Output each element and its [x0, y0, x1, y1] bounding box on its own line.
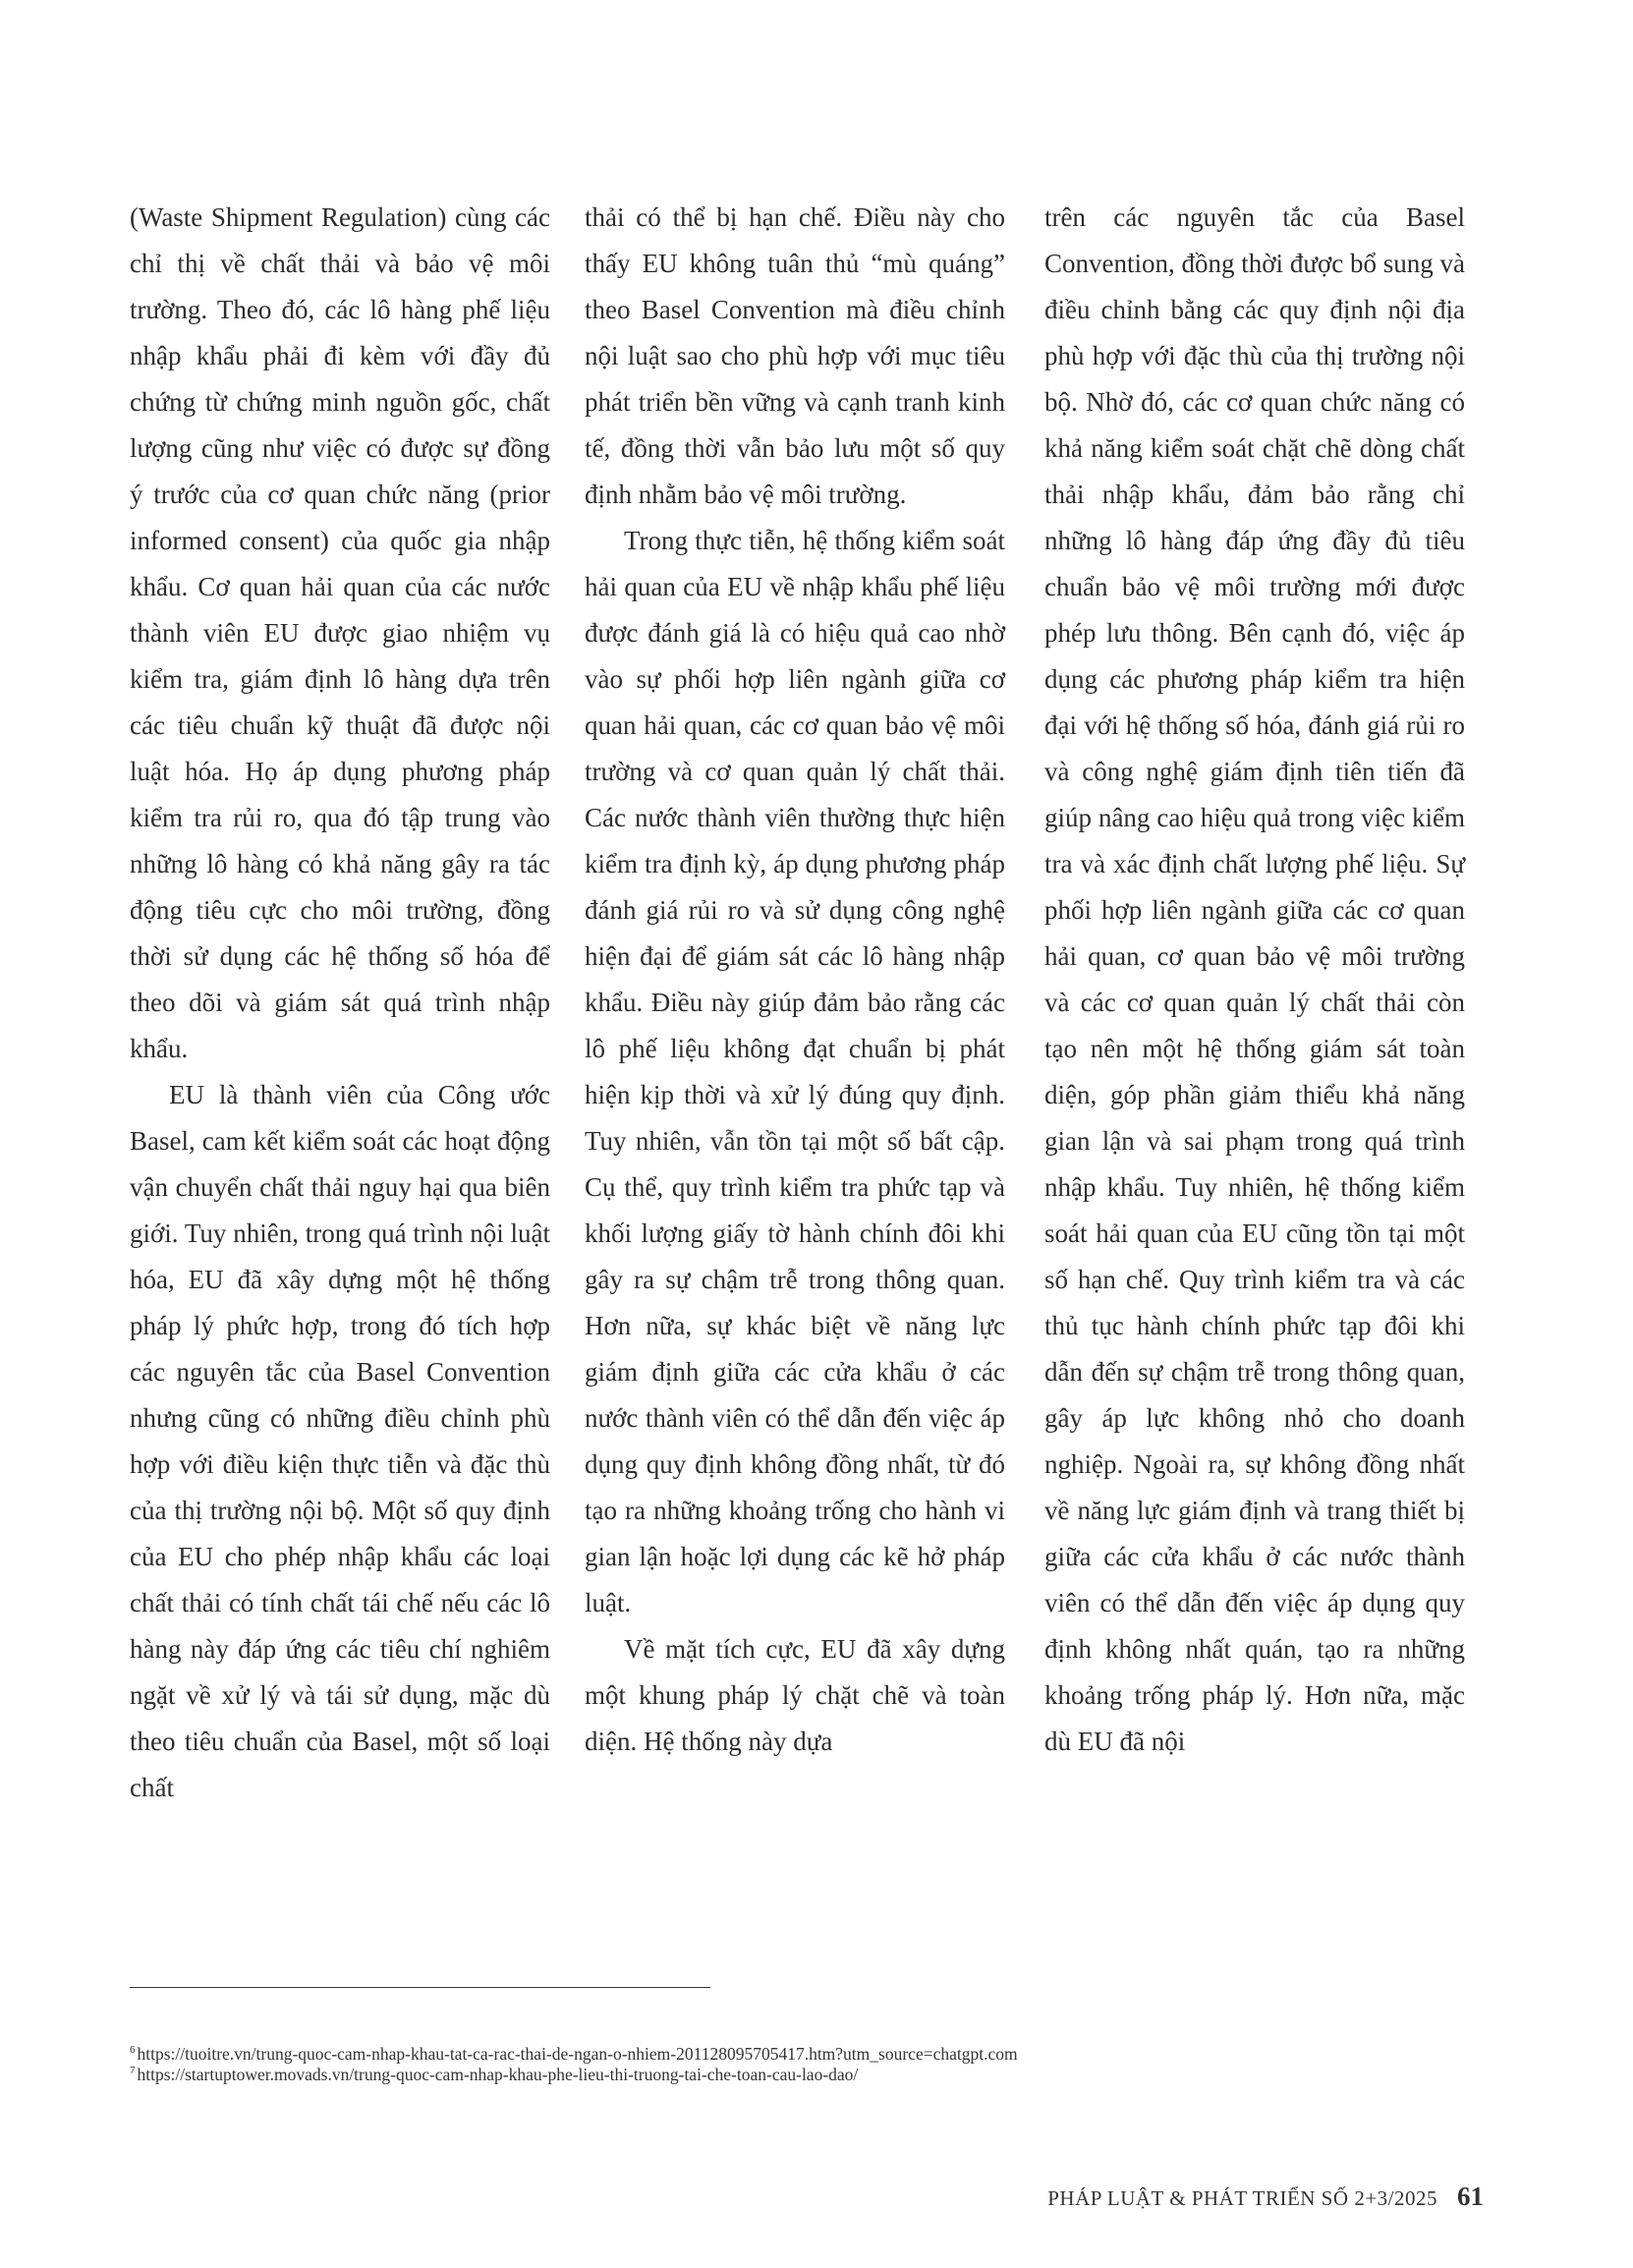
footnote-6: [130, 2044, 1505, 2065]
journal-name: PHÁP LUẬT & PHÁT TRIỂN SỐ 2+3/2025: [1047, 2186, 1437, 2210]
paragraph: (Waste Shipment Regulation) cùng các chỉ thị về chất thải và bảo vệ môi trường. Theo đó, các lô hàng phế liệu nhập khẩu phải đi kèm với đầy đủ chứng từ chứng minh nguồn gốc, chất lượng cũng như việc có được sự đồng ý trước của cơ quan chức năng (prior informed consent) của quốc gia nhập khẩu. Cơ quan hải quan của các nước thành viên EU được giao nhiệm vụ kiểm tra, giám định lô hàng dựa trên các tiêu chuẩn kỹ thuật đã được nội luật hóa. Họ áp dụng phương pháp kiểm tra rủi ro, qua đó tập trung vào những lô hàng có khả năng gây ra tác động tiêu cực cho môi trường, đồng thời sử dụng các hệ thống số hóa để theo dõi và giám sát quá trình nhập khẩu.: [130, 202, 550, 1063]
paragraph: EU là thành viên của Công ước Basel, cam kết kiểm soát các hoạt động vận chuyển chất thải nguy hại qua biên giới. Tuy nhiên, trong quá trình nội luật hóa, EU đã xây dựng một hệ thống pháp lý phức hợp, trong đó tích hợp các nguyên tắc của Basel Convention nhưng cũng có những điều chỉnh phù hợp với điều kiện thực tiễn và đặc thù của thị trường nội bộ. Một số quy định của EU cho phép nhập khẩu các loại chất thải có tính chất tái chế nếu các lô hàng này đáp ứng các tiêu chí nghiêm ngặt về xử lý và tái sử dụng, mặc dù theo tiêu chuẩn của Basel, một số loại chất: [130, 1080, 550, 1802]
footnote-divider: [130, 1987, 710, 1988]
text-column-3: [1044, 195, 1465, 1765]
text-column-1: [130, 195, 550, 1811]
footnote-7: [130, 2065, 1505, 2085]
paragraph: trên các nguyên tắc của Basel Convention, đồng thời được bổ sung và điều chỉnh bằng các quy định nội địa phù hợp với đặc thù của thị trường nội bộ. Nhờ đó, các cơ quan chức năng có khả năng kiểm soát chặt chẽ dòng chất thải nhập khẩu, đảm bảo rằng chỉ những lô hàng đáp ứng đầy đủ tiêu chuẩn bảo vệ môi trường mới được phép lưu thông. Bên cạnh đó, việc áp dụng các phương pháp kiểm tra hiện đại với hệ thống số hóa, đánh giá rủi ro và công nghệ giám định tiên tiến đã giúp nâng cao hiệu quả trong việc kiểm tra và xác định chất lượng phế liệu. Sự phối hợp liên ngành giữa các cơ quan hải quan, cơ quan bảo vệ môi trường và các cơ quan quản lý chất thải còn tạo nên một hệ thống giám sát toàn diện, góp phần giảm thiểu khả năng gian lận và sai phạm trong quá trình nhập khẩu. Tuy nhiên, hệ thống kiểm soát hải quan của EU cũng tồn tại một số hạn chế. Quy trình kiểm tra và các thủ tục hành chính phức tạp đôi khi dẫn đến sự chậm trễ trong thông quan, gây áp lực không nhỏ cho doanh nghiệp. Ngoài ra, sự không đồng nhất về năng lực giám định và trang thiết bị giữa các cửa khẩu ở các nước thành viên có thể dẫn đến việc áp dụng quy định không nhất quán, tạo ra những khoảng trống pháp lý. Hơn nữa, mặc dù EU đã nội: [1044, 202, 1465, 1756]
running-footer: [1047, 2182, 1484, 2212]
footnotes: [130, 2044, 1505, 2085]
footnote-link[interactable]: https://startuptower.movads.vn/trung-quoc-cam-nhap-khau-phe-lieu-thi-truong-tai-che-toan-cau-lao-dao/: [137, 2065, 859, 2084]
paragraph: Trong thực tiễn, hệ thống kiểm soát hải quan của EU về nhập khẩu phế liệu được đánh giá là có hiệu quả cao nhờ vào sự phối hợp liên ngành giữa cơ quan hải quan, các cơ quan bảo vệ môi trường và cơ quan quản lý chất thải. Các nước thành viên thường thực hiện kiểm tra định kỳ, áp dụng phương pháp đánh giá rủi ro và sử dụng công nghệ hiện đại để giám sát các lô hàng nhập khẩu. Điều này giúp đảm bảo rằng các lô phế liệu không đạt chuẩn bị phát hiện kịp thời và xử lý đúng quy định. Tuy nhiên, vẫn tồn tại một số bất cập. Cụ thể, quy trình kiểm tra phức tạp và khối lượng giấy tờ hành chính đôi khi gây ra sự chậm trễ trong thông quan. Hơn nữa, sự khác biệt về năng lực giám định giữa các cửa khẩu ở các nước thành viên có thể dẫn đến việc áp dụng quy định không đồng nhất, từ đó tạo ra những khoảng trống cho hành vi gian lận hoặc lợi dụng các kẽ hở pháp luật.: [585, 526, 1005, 1617]
paragraph: thải có thể bị hạn chế. Điều này cho thấy EU không tuân thủ “mù quáng” theo Basel Convention mà điều chỉnh nội luật sao cho phù hợp với mục tiêu phát triển bền vững và cạnh tranh kinh tế, đồng thời vẫn bảo lưu một số quy định nhằm bảo vệ môi trường.: [585, 202, 1005, 509]
footnote-mark: 7: [130, 2065, 136, 2077]
text-column-2: [585, 195, 1005, 1765]
page-number: 61: [1457, 2182, 1484, 2211]
footnote-mark: 6: [130, 2044, 136, 2057]
paragraph: Về mặt tích cực, EU đã xây dựng một khung pháp lý chặt chẽ và toàn diện. Hệ thống này dựa: [585, 1634, 1005, 1756]
footnote-link[interactable]: https://tuoitre.vn/trung-quoc-cam-nhap-khau-tat-ca-rac-thai-de-ngan-o-nhiem-20112809570541​7.htm?utm_source=chatgpt.com: [137, 2044, 1018, 2064]
